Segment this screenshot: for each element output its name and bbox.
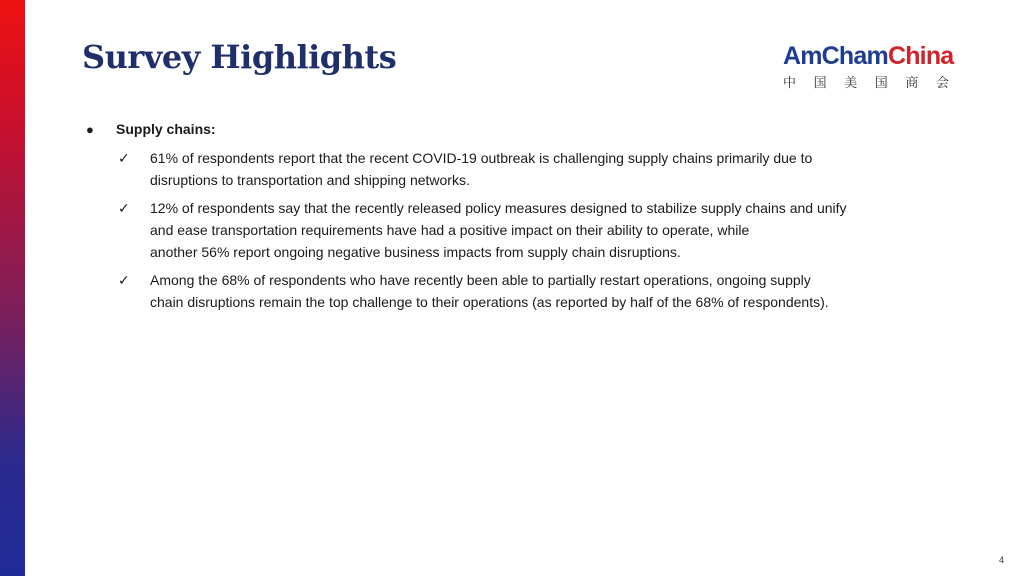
bullet-label: Supply chains: [116,121,216,137]
check-item-3 [118,269,942,313]
logo-cn-char: 会 [935,76,949,91]
logo-cn-char: 商 [905,76,919,91]
bullet-supply-chains [82,121,942,137]
side-gradient-bar [0,0,25,576]
text-line: 61% of respondents report that the recent COVID-19 outbreak is challenging supply chains primarily due to [150,150,813,166]
check-item-text [150,147,942,191]
logo-chinese-text [783,72,949,91]
bullet-dot-icon: ● [86,122,94,137]
amcham-china-logo [783,42,953,90]
logo-cn-char: 中 [783,76,797,91]
text-line: and ease transportation requirements have had a positive impact on their ability to operate, while [150,222,750,238]
check-item-text [150,269,942,313]
checkmark-icon: ✓ [118,272,130,288]
check-item-1 [118,147,942,191]
checkmark-icon: ✓ [118,150,130,166]
logo-amcham-text: AmCham [783,42,888,70]
logo-china-text: China [887,42,954,70]
logo-wordmark [783,42,953,70]
logo-cn-char: 国 [813,76,827,91]
text-line: another 56% report ongoing negative business impacts from supply chain disruptions. [150,244,681,260]
check-list [82,147,942,313]
check-item-text [150,197,942,263]
checkmark-icon: ✓ [118,200,130,216]
text-line: disruptions to transportation and shipping networks. [150,172,470,188]
text-line: 12% of respondents say that the recently released policy measures designed to stabilize supply chains and unify [150,200,847,216]
content-body [82,121,942,319]
text-line: Among the 68% of respondents who have recently been able to partially restart operations, ongoing supply [150,272,811,288]
page-number: 4 [998,555,1004,565]
logo-cn-char: 国 [874,76,888,91]
logo-cn-char: 美 [844,76,858,91]
text-line: chain disruptions remain the top challenge to their operations (as reported by half of the 68% of respondents). [150,294,829,310]
check-item-2 [118,197,942,263]
page-title: Survey Highlights [82,38,397,76]
